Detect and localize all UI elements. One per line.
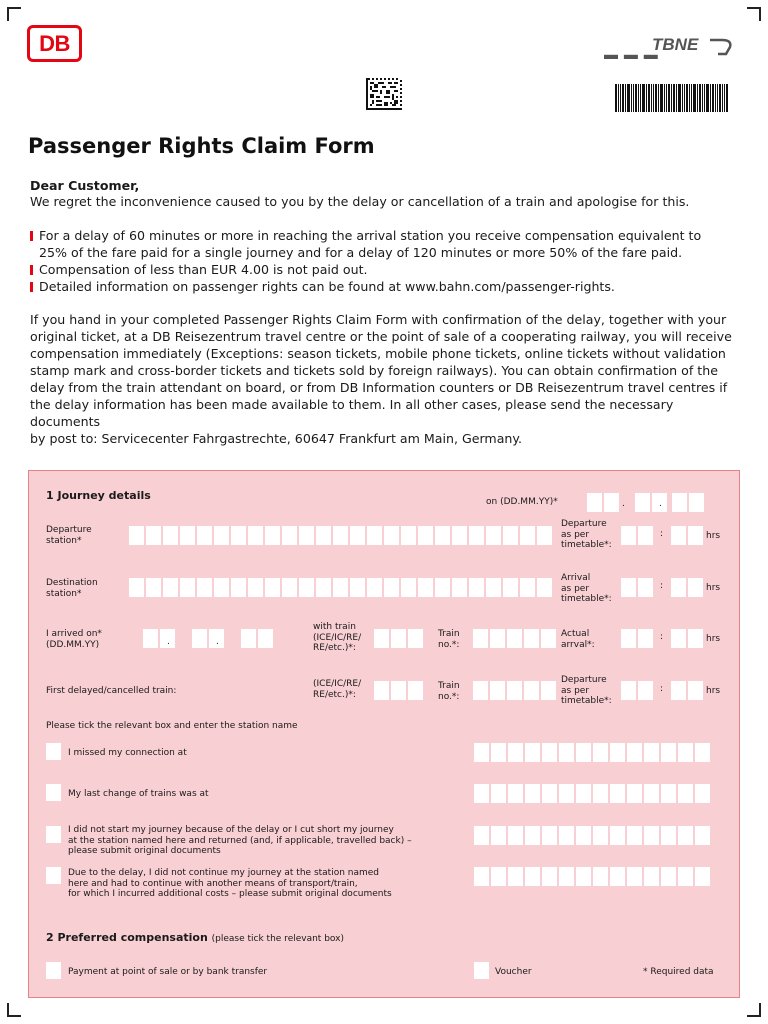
char-cell[interactable] <box>507 629 522 648</box>
char-cell[interactable] <box>452 526 467 545</box>
label-line: Departure <box>46 525 92 535</box>
label-line: no.*: <box>438 639 460 650</box>
char-cell[interactable] <box>593 743 608 762</box>
label-line: Due to the delay, I did not continue my journey at the station named <box>68 868 380 878</box>
label-line: RE/etc.)*: <box>313 643 356 653</box>
arrival-time-hours[interactable] <box>621 578 653 597</box>
crop-mark-bottom-right <box>747 1003 761 1017</box>
date-separator: . <box>167 637 170 647</box>
time-separator: : <box>660 581 664 591</box>
date-separator: . <box>622 499 625 509</box>
char-cell[interactable] <box>661 784 676 803</box>
char-cell[interactable] <box>473 629 488 648</box>
char-cell[interactable] <box>542 784 557 803</box>
char-cell[interactable] <box>391 629 406 648</box>
bullet-line: 25% of the fare paid for a single journey and for a delay of 120 minutes or more 50% of the fare paid. <box>39 245 683 260</box>
char-cell[interactable] <box>688 578 703 597</box>
journey-date-year[interactable] <box>672 493 704 512</box>
char-cell[interactable] <box>248 526 263 545</box>
label-line: arrval*: <box>561 639 595 650</box>
label-line: Actual <box>561 629 590 639</box>
actual-arrival-label <box>561 629 595 650</box>
on-date-label: on (DD.MM.YY)* <box>486 497 558 507</box>
instructions-paragraph <box>30 311 742 447</box>
char-cell[interactable] <box>524 681 539 700</box>
char-cell[interactable] <box>661 826 676 845</box>
char-cell[interactable] <box>678 784 693 803</box>
char-cell[interactable] <box>520 578 535 597</box>
char-cell[interactable] <box>541 681 556 700</box>
char-cell[interactable] <box>627 867 642 886</box>
missed-connection-station[interactable] <box>474 743 710 762</box>
char-cell[interactable] <box>576 867 591 886</box>
char-cell[interactable] <box>408 681 423 700</box>
label-line: for which I incurred additional costs – please submit original documents <box>68 889 392 899</box>
char-cell[interactable] <box>671 681 686 700</box>
char-cell[interactable] <box>374 681 389 700</box>
destination-station-label <box>46 578 98 599</box>
arrived-on-label <box>46 629 102 650</box>
arrived-date-day[interactable] <box>143 629 175 648</box>
train-number-label <box>438 681 460 702</box>
journey-date-month[interactable] <box>635 493 667 512</box>
paragraph-line: compensation immediately (Exceptions: season tickets, mobile phone tickets, online tickets without validation <box>30 346 726 361</box>
char-cell[interactable] <box>333 526 348 545</box>
bullet-item <box>30 261 730 278</box>
char-cell[interactable] <box>192 629 207 648</box>
section-2-heading: 2 Preferred compensation <box>46 931 208 944</box>
payment-checkbox[interactable] <box>46 962 61 979</box>
db-logo-text: DB <box>39 30 70 56</box>
hrs-label: hrs <box>706 634 721 644</box>
char-cell[interactable] <box>671 526 686 545</box>
char-cell[interactable] <box>163 526 178 545</box>
char-cell[interactable] <box>678 826 693 845</box>
with-train-label <box>313 622 361 654</box>
char-cell[interactable] <box>435 526 450 545</box>
label-line: no.*: <box>438 691 460 702</box>
char-cell[interactable] <box>542 826 557 845</box>
delayed-train-number[interactable] <box>473 681 556 700</box>
char-cell[interactable] <box>435 578 450 597</box>
char-cell[interactable] <box>333 578 348 597</box>
char-cell[interactable] <box>197 578 212 597</box>
label-line: (DD.MM.YY) <box>46 639 100 650</box>
char-cell[interactable] <box>316 578 331 597</box>
char-cell[interactable] <box>537 526 552 545</box>
time-separator: : <box>660 529 664 539</box>
date-separator: . <box>216 637 219 647</box>
char-cell[interactable] <box>469 526 484 545</box>
label-line: Arrival <box>561 573 591 583</box>
tbne-logo-text: TBNE <box>652 35 699 54</box>
journey-date-day[interactable] <box>587 493 619 512</box>
train-type-label <box>313 679 361 700</box>
char-cell[interactable] <box>576 826 591 845</box>
char-cell[interactable] <box>593 867 608 886</box>
did-not-start-label <box>68 825 412 857</box>
char-cell[interactable] <box>180 578 195 597</box>
char-cell[interactable] <box>129 578 144 597</box>
char-cell[interactable] <box>231 578 246 597</box>
char-cell[interactable] <box>661 867 676 886</box>
paragraph-line: stamp mark and cross-border tickets and tickets sold by foreign railways). You can obtain confirmation of the <box>30 363 718 378</box>
actual-arrival-hours[interactable] <box>621 629 653 648</box>
label-line: Departure <box>561 675 607 685</box>
label-line: station* <box>46 535 82 546</box>
char-cell[interactable] <box>146 578 161 597</box>
char-cell[interactable] <box>559 784 574 803</box>
char-cell[interactable] <box>537 578 552 597</box>
char-cell[interactable] <box>401 578 416 597</box>
db-logo <box>27 25 82 62</box>
last-change-station[interactable] <box>474 784 710 803</box>
char-cell[interactable] <box>282 578 297 597</box>
char-cell[interactable] <box>610 826 625 845</box>
char-cell[interactable] <box>559 867 574 886</box>
char-cell[interactable] <box>473 681 488 700</box>
char-cell[interactable] <box>474 867 489 886</box>
departure-station-field[interactable] <box>129 526 552 545</box>
label-line: timetable*: <box>561 594 612 604</box>
char-cell[interactable] <box>610 784 625 803</box>
char-cell[interactable] <box>644 743 659 762</box>
char-cell[interactable] <box>490 629 505 648</box>
char-cell[interactable] <box>508 743 523 762</box>
char-cell[interactable] <box>525 826 540 845</box>
char-cell[interactable] <box>507 681 522 700</box>
paragraph-line: original ticket, at a DB Reisezentrum travel centre or the point of sale of a cooperating railway, you will receive <box>30 329 732 344</box>
char-cell[interactable] <box>576 743 591 762</box>
greeting: Dear Customer, <box>30 178 140 193</box>
arrived-date-year[interactable] <box>241 629 273 648</box>
section-2-title <box>46 931 344 944</box>
missed-connection-label: I missed my connection at <box>68 748 187 758</box>
intro-text: We regret the inconvenience caused to you by the delay or cancellation of a train and apologise for this. <box>30 194 690 209</box>
destination-station-field[interactable] <box>129 578 552 597</box>
char-cell[interactable] <box>689 493 704 512</box>
char-cell[interactable] <box>688 629 703 648</box>
crop-mark-top-left <box>7 7 21 21</box>
train-number-label <box>438 629 460 650</box>
voucher-label: Voucher <box>495 967 532 977</box>
char-cell[interactable] <box>452 578 467 597</box>
label-line: as per <box>561 685 590 696</box>
char-cell[interactable] <box>695 867 710 886</box>
char-cell[interactable] <box>474 826 489 845</box>
info-bullets <box>30 227 730 295</box>
char-cell[interactable] <box>638 578 653 597</box>
char-cell[interactable] <box>231 526 246 545</box>
char-cell[interactable] <box>163 578 178 597</box>
char-cell[interactable] <box>610 743 625 762</box>
char-cell[interactable] <box>593 826 608 845</box>
delayed-departure-minutes[interactable] <box>671 681 703 700</box>
tick-instruction: Please tick the relevant box and enter the station name <box>46 721 298 731</box>
char-cell[interactable] <box>508 784 523 803</box>
char-cell[interactable] <box>525 784 540 803</box>
last-change-checkbox[interactable] <box>46 784 61 801</box>
char-cell[interactable] <box>491 784 506 803</box>
arrival-train-type[interactable] <box>374 629 423 648</box>
char-cell[interactable] <box>621 578 636 597</box>
char-cell[interactable] <box>241 629 256 648</box>
char-cell[interactable] <box>559 743 574 762</box>
char-cell[interactable] <box>282 526 297 545</box>
char-cell[interactable] <box>143 629 158 648</box>
char-cell[interactable] <box>299 578 314 597</box>
char-cell[interactable] <box>248 578 263 597</box>
char-cell[interactable] <box>214 578 229 597</box>
char-cell[interactable] <box>604 493 619 512</box>
bullet-line: Compensation of less than EUR 4.00 is not paid out. <box>39 262 368 277</box>
char-cell[interactable] <box>621 681 636 700</box>
label-line: here and had to continue with another means of transport/train, <box>68 878 358 889</box>
char-cell[interactable] <box>644 784 659 803</box>
char-cell[interactable] <box>384 526 399 545</box>
char-cell[interactable] <box>391 681 406 700</box>
char-cell[interactable] <box>678 867 693 886</box>
char-cell[interactable] <box>525 743 540 762</box>
char-cell[interactable] <box>688 526 703 545</box>
section-1-title: 1 Journey details <box>46 489 151 502</box>
char-cell[interactable] <box>418 526 433 545</box>
char-cell[interactable] <box>520 526 535 545</box>
page-title: Passenger Rights Claim Form <box>28 134 375 158</box>
last-change-label: My last change of trains was at <box>68 789 209 799</box>
char-cell[interactable] <box>621 629 636 648</box>
char-cell[interactable] <box>644 826 659 845</box>
label-line: (ICE/IC/RE/ <box>313 679 362 689</box>
char-cell[interactable] <box>490 681 505 700</box>
char-cell[interactable] <box>265 578 280 597</box>
char-cell[interactable] <box>671 629 686 648</box>
missed-connection-checkbox[interactable] <box>46 743 61 760</box>
char-cell[interactable] <box>576 784 591 803</box>
char-cell[interactable] <box>678 743 693 762</box>
label-line: Train <box>438 681 460 691</box>
label-line: station* <box>46 588 82 599</box>
char-cell[interactable] <box>638 681 653 700</box>
bullet-item <box>30 278 730 295</box>
char-cell[interactable] <box>374 629 389 648</box>
tbne-logo: ▬ ▬ ▬ TBNE <box>604 34 730 56</box>
departure-timetable-label <box>561 519 612 551</box>
char-cell[interactable] <box>635 493 650 512</box>
label-line: Destination <box>46 578 98 588</box>
char-cell[interactable] <box>486 526 501 545</box>
char-cell[interactable] <box>541 629 556 648</box>
hrs-label: hrs <box>706 686 721 696</box>
char-cell[interactable] <box>474 743 489 762</box>
did-not-continue-checkbox[interactable] <box>46 867 61 884</box>
label-line: Train <box>438 629 460 639</box>
char-cell[interactable] <box>258 629 273 648</box>
departure-time-minutes[interactable] <box>671 526 703 545</box>
crop-mark-top-right <box>747 7 761 21</box>
char-cell[interactable] <box>621 526 636 545</box>
departure-station-label <box>46 525 92 546</box>
char-cell[interactable] <box>508 826 523 845</box>
char-cell[interactable] <box>638 629 653 648</box>
actual-arrival-minutes[interactable] <box>671 629 703 648</box>
label-line: as per <box>561 529 590 540</box>
char-cell[interactable] <box>197 526 212 545</box>
hrs-label: hrs <box>706 531 721 541</box>
char-cell[interactable] <box>671 578 686 597</box>
char-cell[interactable] <box>129 526 144 545</box>
char-cell[interactable] <box>644 867 659 886</box>
did-not-continue-station[interactable] <box>474 867 710 886</box>
char-cell[interactable] <box>408 629 423 648</box>
char-cell[interactable] <box>593 784 608 803</box>
label-line: timetable*: <box>561 696 612 706</box>
label-line: (ICE/IC/RE/ <box>313 632 362 643</box>
char-cell[interactable] <box>610 867 625 886</box>
char-cell[interactable] <box>491 826 506 845</box>
paragraph-line: by post to: Servicecenter Fahrgastrechte, 60647 Frankfurt am Main, Germany. <box>30 431 523 446</box>
char-cell[interactable] <box>350 578 365 597</box>
label-line: at the station named here and returned (and, if applicable, travelled back) – <box>68 835 412 846</box>
arrival-timetable-label <box>561 573 612 605</box>
time-separator: : <box>660 632 664 642</box>
hrs-label: hrs <box>706 583 721 593</box>
char-cell[interactable] <box>695 743 710 762</box>
char-cell[interactable] <box>661 743 676 762</box>
char-cell[interactable] <box>418 578 433 597</box>
voucher-checkbox[interactable] <box>474 962 489 979</box>
char-cell[interactable] <box>587 493 602 512</box>
paragraph-line: the delay information has been made available to them. In all other cases, please send the necessary documents <box>30 397 674 429</box>
char-cell[interactable] <box>525 867 540 886</box>
datamatrix-code <box>366 78 402 110</box>
required-data-note: * Required data <box>643 967 714 977</box>
char-cell[interactable] <box>384 578 399 597</box>
char-cell[interactable] <box>638 526 653 545</box>
label-line: Departure <box>561 519 607 529</box>
payment-label: Payment at point of sale or by bank transfer <box>68 967 268 977</box>
section-2-note: (please tick the relevant box) <box>211 934 344 944</box>
barcode <box>615 84 728 112</box>
date-separator: . <box>659 499 662 509</box>
char-cell[interactable] <box>627 743 642 762</box>
char-cell[interactable] <box>688 681 703 700</box>
char-cell[interactable] <box>401 526 416 545</box>
char-cell[interactable] <box>299 526 314 545</box>
claim-form <box>28 470 740 998</box>
char-cell[interactable] <box>316 526 331 545</box>
first-delayed-label: First delayed/cancelled train: <box>46 686 177 696</box>
char-cell[interactable] <box>146 526 161 545</box>
arrival-train-number[interactable] <box>473 629 556 648</box>
char-cell[interactable] <box>695 826 710 845</box>
paragraph-line: If you hand in your completed Passenger Rights Claim Form with confirmation of the delay, together with your <box>30 312 727 327</box>
char-cell[interactable] <box>180 526 195 545</box>
char-cell[interactable] <box>503 578 518 597</box>
label-line: I arrived on* <box>46 629 102 639</box>
delayed-departure-hours[interactable] <box>621 681 653 700</box>
bullet-line: For a delay of 60 minutes or more in reaching the arrival station you receive compensation equivalent to <box>39 228 702 243</box>
char-cell[interactable] <box>695 784 710 803</box>
char-cell[interactable] <box>542 743 557 762</box>
time-separator: : <box>660 684 664 694</box>
label-line: with train <box>313 622 356 632</box>
char-cell[interactable] <box>627 826 642 845</box>
char-cell[interactable] <box>627 784 642 803</box>
departure-time-hours[interactable] <box>621 526 653 545</box>
char-cell[interactable] <box>491 743 506 762</box>
bullet-item <box>30 227 730 261</box>
did-not-start-station[interactable] <box>474 826 710 845</box>
did-not-start-checkbox[interactable] <box>46 826 61 843</box>
char-cell[interactable] <box>214 526 229 545</box>
char-cell[interactable] <box>469 578 484 597</box>
char-cell[interactable] <box>367 526 382 545</box>
paragraph-line: delay from the train attendant on board, or from DB Information counters or DB Reisezentrum travel centres if <box>30 380 728 395</box>
crop-mark-bottom-left <box>7 1003 21 1017</box>
char-cell[interactable] <box>265 526 280 545</box>
bullet-line: Detailed information on passenger rights can be found at www.bahn.com/passenger-rights. <box>39 279 615 294</box>
arrival-time-minutes[interactable] <box>671 578 703 597</box>
delayed-departure-label <box>561 675 612 707</box>
delayed-train-type[interactable] <box>374 681 423 700</box>
arrived-date-month[interactable] <box>192 629 224 648</box>
label-line: RE/etc.)*: <box>313 689 356 700</box>
label-line: as per <box>561 583 590 594</box>
char-cell[interactable] <box>350 526 365 545</box>
char-cell[interactable] <box>486 578 501 597</box>
char-cell[interactable] <box>559 826 574 845</box>
char-cell[interactable] <box>367 578 382 597</box>
did-not-continue-label <box>68 868 392 900</box>
label-line: timetable*: <box>561 540 612 550</box>
char-cell[interactable] <box>503 526 518 545</box>
char-cell[interactable] <box>524 629 539 648</box>
char-cell[interactable] <box>474 784 489 803</box>
label-line: I did not start my journey because of the delay or I cut short my journey <box>68 825 394 835</box>
label-line: please submit original documents <box>68 846 221 856</box>
char-cell[interactable] <box>508 867 523 886</box>
char-cell[interactable] <box>672 493 687 512</box>
char-cell[interactable] <box>491 867 506 886</box>
char-cell[interactable] <box>542 867 557 886</box>
